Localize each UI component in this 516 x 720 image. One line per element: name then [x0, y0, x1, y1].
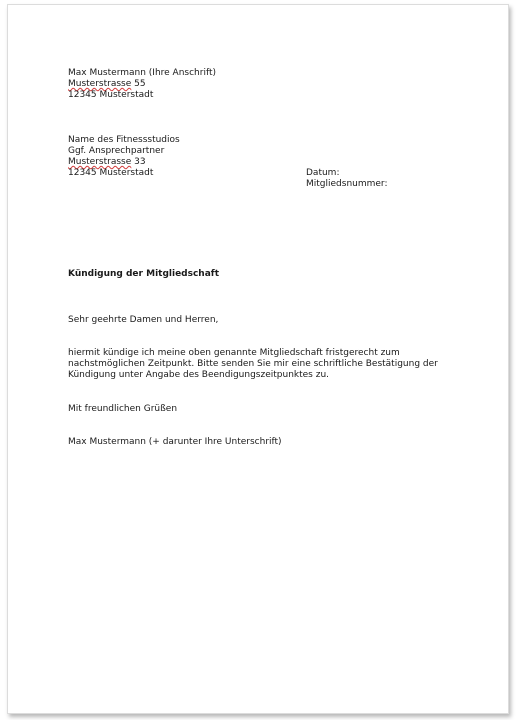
recipient-city: 12345 Musterstadt [68, 168, 154, 178]
sender-city: 12345 Musterstadt [68, 90, 154, 100]
body-line: Kündigung unter Angabe des Beendigungszeitpunktes zu. [68, 370, 330, 380]
sender-street-number: 55 [131, 79, 146, 89]
sender-street-name: Musterstrasse [68, 79, 132, 89]
closing: Mit freundlichen Grüßen [68, 404, 178, 414]
date-label: Datum: [306, 168, 340, 178]
sender-street [68, 79, 146, 90]
salutation: Sehr geehrte Damen und Herren, [68, 315, 219, 325]
recipient-street-number: 33 [131, 157, 146, 167]
member-number-label: Mitgliedsnummer: [306, 179, 388, 189]
sender-name: Max Mustermann (Ihre Anschrift) [68, 68, 217, 78]
document-page [7, 4, 509, 714]
body-line: hiermit kündige ich meine oben genannte Mitgliedschaft fristgerecht zum [68, 348, 400, 358]
recipient-name: Name des Fitnessstudios [68, 135, 180, 145]
signature-line: Max Mustermann (+ darunter Ihre Unterschrift) [68, 437, 282, 447]
recipient-contact: Ggf. Ansprechpartner [68, 146, 165, 156]
recipient-street-name: Musterstrasse [68, 157, 132, 167]
subject-line: Kündigung der Mitgliedschaft [68, 269, 220, 279]
recipient-street [68, 157, 146, 168]
body-line: nachstmöglichen Zeitpunkt. Bitte senden Sie mir eine schriftliche Bestätigung der [68, 359, 438, 369]
